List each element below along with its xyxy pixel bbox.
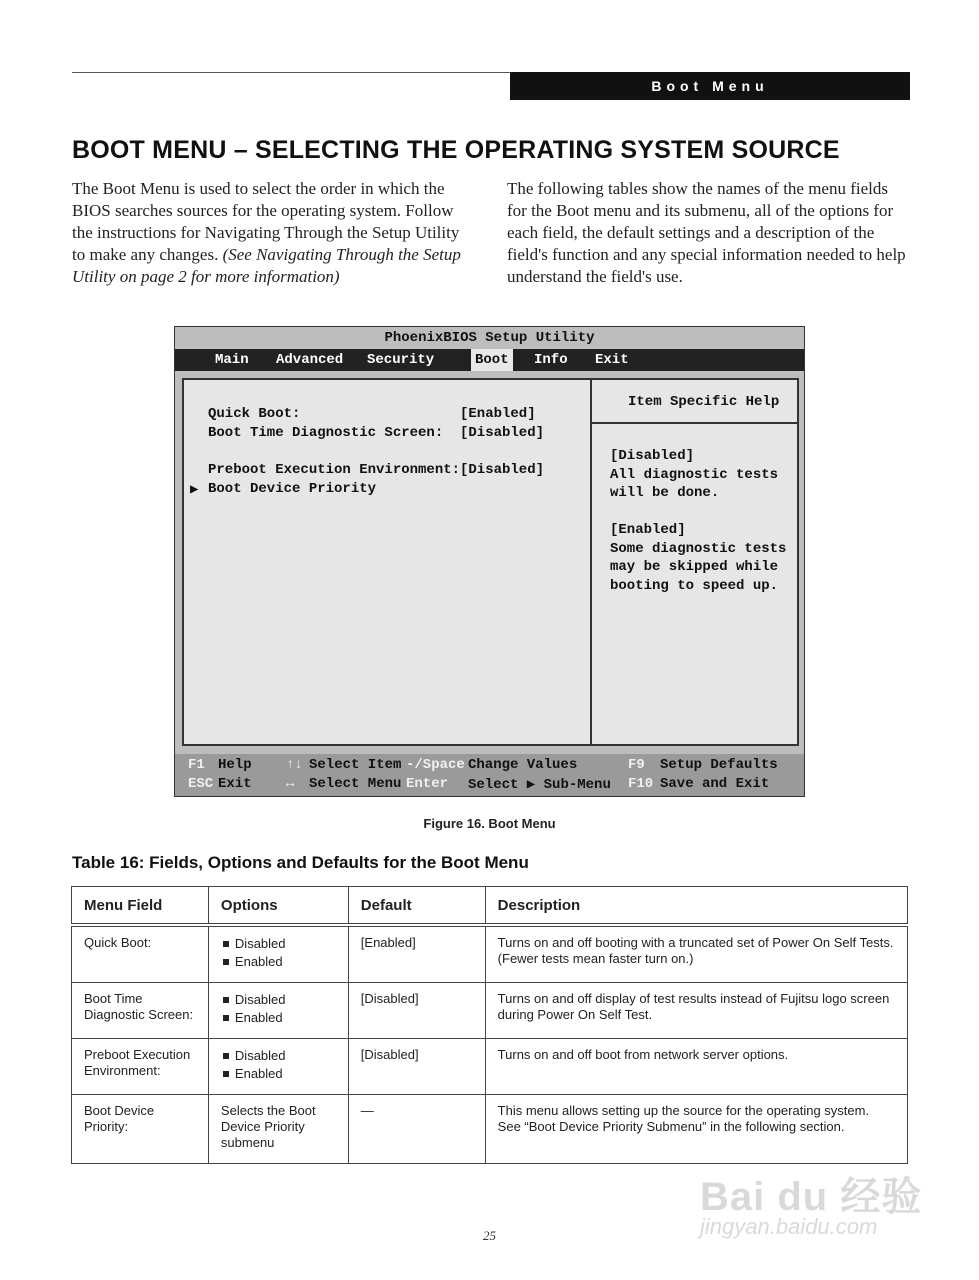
bios-tab-boot[interactable]: Boot bbox=[471, 349, 513, 371]
cell-default: [Enabled] bbox=[348, 925, 485, 983]
bios-tab-info[interactable]: Info bbox=[534, 352, 568, 368]
section-header: Boot Menu bbox=[510, 72, 910, 100]
help-line: [Enabled] bbox=[610, 522, 686, 538]
cell-default: — bbox=[348, 1095, 485, 1164]
cell-description: Turns on and off boot from network server options. bbox=[485, 1039, 907, 1095]
header-rule bbox=[72, 72, 512, 73]
option-item: Disabled bbox=[221, 1047, 336, 1065]
footer-key: F10 bbox=[628, 776, 654, 792]
help-title: Item Specific Help bbox=[628, 394, 780, 410]
option-item: Enabled bbox=[221, 953, 336, 971]
cell-default: [Disabled] bbox=[348, 983, 485, 1039]
footer-action: Exit bbox=[218, 776, 252, 792]
bios-field-diagnostic[interactable]: Boot Time Diagnostic Screen: bbox=[208, 425, 444, 441]
help-line: will be done. bbox=[610, 485, 720, 501]
leftright-arrow-icon: ↔ bbox=[286, 776, 295, 792]
footer-action: Select Item bbox=[309, 757, 402, 773]
table-title: Table 16: Fields, Options and Defaults for the Boot Menu bbox=[72, 853, 529, 872]
intro-right: The following tables show the names of the menu fields for the Boot menu and its submenu, all of the options for each field, the default settings and a description of the field's function and any special information needed to help understand the field's use. bbox=[507, 179, 906, 286]
option-item: Enabled bbox=[221, 1065, 336, 1083]
bios-footer bbox=[175, 754, 804, 796]
submenu-arrow-icon: ▶ bbox=[190, 482, 199, 498]
cell-default: [Disabled] bbox=[348, 1039, 485, 1095]
cell-field: Boot Device Priority: bbox=[72, 1095, 209, 1164]
bios-screen bbox=[174, 326, 805, 797]
page-title: BOOT MENU – SELECTING THE OPERATING SYSTEM SOURCE bbox=[72, 136, 840, 164]
bios-field-quick-boot[interactable]: Quick Boot: bbox=[208, 406, 301, 422]
column-header: Default bbox=[348, 887, 485, 926]
table-row bbox=[72, 983, 908, 1039]
column-header: Menu Field bbox=[72, 887, 209, 926]
intro-left-reference: (See Navigating Through the Setup Utility on page 2 for more information) bbox=[72, 245, 461, 286]
bios-tab-main[interactable]: Main bbox=[215, 352, 249, 368]
footer-key: ESC bbox=[188, 776, 214, 792]
watermark-url: jingyan.baidu.com bbox=[700, 1214, 878, 1239]
bios-tab-exit[interactable]: Exit bbox=[595, 352, 629, 368]
footer-action: Save and Exit bbox=[660, 776, 770, 792]
footer-action: Setup Defaults bbox=[660, 757, 778, 773]
table-row bbox=[72, 925, 908, 983]
column-header: Description bbox=[485, 887, 907, 926]
cell-options: Selects the Boot Device Priority submenu bbox=[208, 1095, 348, 1164]
intro-left-text: The Boot Menu is used to select the order in which the BIOS searches sources for the operating system. Follow the instructions for Navigating Through the Setup Utility to make any changes. bbox=[72, 179, 460, 264]
bios-title: PhoenixBIOS Setup Utility bbox=[384, 330, 595, 346]
cell-description: Turns on and off booting with a truncated set of Power On Self Tests. (Fewer tests mean faster turn on.) bbox=[485, 925, 907, 983]
bios-menubar bbox=[175, 349, 804, 371]
footer-action: Select ▶ Sub-Menu bbox=[468, 777, 611, 793]
option-item: Enabled bbox=[221, 1009, 336, 1027]
cell-description: Turns on and off display of test results instead of Fujitsu logo screen during Power On Self Test. bbox=[485, 983, 907, 1039]
cell-options bbox=[208, 1039, 348, 1095]
help-line: [Disabled] bbox=[610, 448, 695, 464]
watermark-logo: Bai du 经验 bbox=[700, 1175, 923, 1219]
bios-value-preboot[interactable]: [Disabled] bbox=[460, 462, 545, 478]
footer-action: Help bbox=[218, 757, 252, 773]
help-line: may be skipped while bbox=[610, 559, 779, 575]
bios-tab-security[interactable]: Security bbox=[367, 352, 435, 368]
column-header: Options bbox=[208, 887, 348, 926]
table-row bbox=[72, 1095, 908, 1164]
option-item: Disabled bbox=[221, 935, 336, 953]
footer-key: F1 bbox=[188, 757, 205, 773]
cell-options bbox=[208, 983, 348, 1039]
bios-panel bbox=[182, 378, 799, 746]
bios-tab-advanced[interactable]: Advanced bbox=[276, 352, 344, 368]
bios-value-quick-boot[interactable]: [Enabled] bbox=[460, 406, 536, 422]
fields-table bbox=[71, 886, 908, 1164]
cell-options bbox=[208, 925, 348, 983]
help-line: booting to speed up. bbox=[610, 578, 779, 594]
bios-help-divider bbox=[592, 422, 797, 424]
cell-field: Preboot Execution Environment: bbox=[72, 1039, 209, 1095]
cell-field: Quick Boot: bbox=[72, 925, 209, 983]
cell-description: This menu allows setting up the source for the operating system. See “Boot Device Priority Submenu” in the following section. bbox=[485, 1095, 907, 1164]
table-row bbox=[72, 1039, 908, 1095]
footer-key: -/Space bbox=[406, 757, 465, 773]
updown-arrow-icon: ↑↓ bbox=[286, 757, 303, 773]
footer-key: Enter bbox=[406, 776, 449, 792]
help-line: All diagnostic tests bbox=[610, 467, 779, 483]
footer-key: F9 bbox=[628, 757, 645, 773]
intro-left bbox=[72, 178, 472, 288]
footer-action: Select Menu bbox=[309, 776, 402, 792]
figure-caption: Figure 16. Boot Menu bbox=[423, 816, 556, 831]
option-item: Disabled bbox=[221, 991, 336, 1009]
table-header-row bbox=[72, 887, 908, 926]
bios-divider bbox=[590, 380, 592, 744]
page-number: 25 bbox=[483, 1228, 496, 1243]
footer-action: Change Values bbox=[468, 757, 578, 773]
bios-value-diagnostic[interactable]: [Disabled] bbox=[460, 425, 545, 441]
bios-field-preboot[interactable]: Preboot Execution Environment: bbox=[208, 462, 461, 478]
bios-field-boot-device-priority[interactable]: Boot Device Priority bbox=[208, 481, 377, 497]
cell-field: Boot Time Diagnostic Screen: bbox=[72, 983, 209, 1039]
help-line: Some diagnostic tests bbox=[610, 541, 787, 557]
